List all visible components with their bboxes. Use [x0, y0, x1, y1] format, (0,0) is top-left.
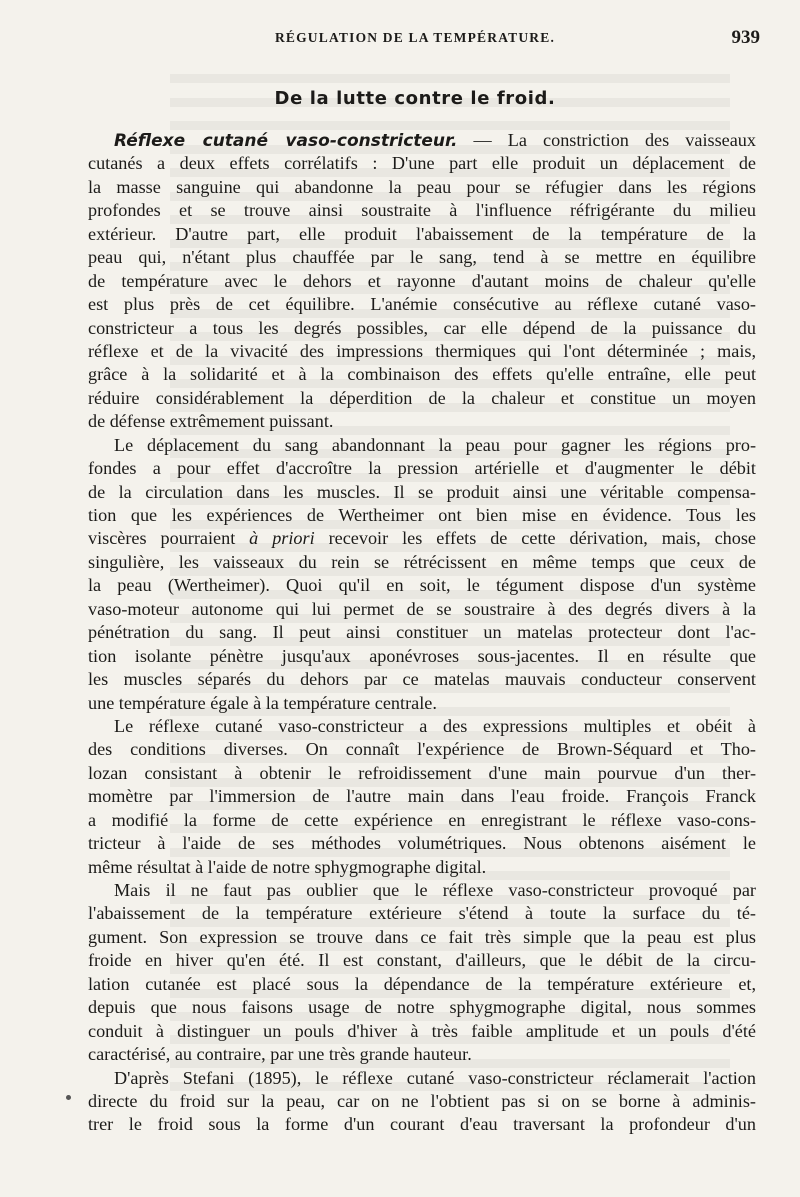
text-line: tion isolante pénètre jusqu'aux aponévroses sous-jacentes. Il en résulte que — [88, 645, 756, 666]
text-line: est plus près de cet équilibre. L'anémie consécutive au réflexe cutané vaso- — [88, 294, 756, 315]
text-line: les muscles séparés du dehors par ce matelas mauvais conducteur conservent — [88, 669, 756, 690]
text-line: l'abaissement de la température extérieure s'étend à toute la surface du té- — [88, 903, 756, 924]
text-line: froide en hiver qu'en été. Il est constant, d'ailleurs, que le débit de la circu- — [88, 950, 756, 971]
text-line: vaso-moteur autonome qui lui permet de se soustraire à des degrés divers à la — [88, 598, 756, 619]
text-line: réflexe et de la vivacité des impressions thermiques qui l'ont déterminée ; mais, — [88, 340, 756, 361]
text-line: lation cutanée est placé sous la dépendance de la température extérieure et, — [88, 973, 756, 994]
running-header — [0, 26, 800, 50]
text-line: constricteur a tous les degrés possibles, car elle dépend de la puissance du — [88, 317, 756, 338]
print-speck — [66, 1095, 71, 1100]
text-line: réduire considérablement la déperdition de la chaleur et constitue un moyen — [88, 387, 756, 408]
text-line: caractérisé, au contraire, par une très grande hauteur. — [88, 1044, 472, 1065]
text-line: des conditions diverses. On connaît l'expérience de Brown-Séquard et Tho- — [88, 739, 756, 760]
text-line: gument. Son expression se trouve dans ce fait très simple que la peau est plus — [88, 926, 756, 947]
text-line: de la circulation dans les muscles. Il se produit ainsi une véritable compensa- — [88, 481, 756, 502]
text-line: Mais il ne faut pas oublier que le réflexe vaso-constricteur provoqué par — [114, 880, 756, 900]
text-line: singulière, les vaisseaux du rein se rétrécissent en même temps que ceux de — [88, 551, 756, 572]
text-line: une température égale à la température centrale. — [88, 692, 437, 713]
text-line: a modifié la forme de cette expérience en enregistrant le réflexe vaso-cons- — [88, 809, 756, 830]
text-line: D'après Stefani (1895), le réflexe cutané vaso-constricteur réclamerait l'action — [114, 1067, 756, 1088]
text-line: la peau (Wertheimer). Quoi qu'il en soit, le tégument dispose d'un système — [88, 575, 756, 596]
text-line — [88, 527, 756, 550]
line-text: viscères pourraient — [88, 528, 250, 549]
paragraph-subhead: Réflexe cutané vaso-constricteur. — [114, 131, 458, 151]
text-line: momètre par l'immersion de l'autre main dans l'eau froide. François Franck — [88, 786, 756, 807]
body-text — [88, 129, 756, 1137]
text-line: cutanés a deux effets corrélatifs : D'une part elle produit un déplacement de — [88, 153, 756, 174]
text-line: tion que les expériences de Wertheimer ont bien mise en évidence. Tous les — [88, 505, 756, 525]
text-line: directe du froid sur la peau, car on ne l'obtient pas si on se borne à adminis- — [88, 1090, 756, 1111]
text-line: la masse sanguine qui abandonne la peau pour se réfugier dans les régions — [88, 176, 756, 197]
text-line: trer le froid sous la forme d'un courant d'eau traversant la profondeur d'un — [88, 1114, 756, 1135]
text-line: extérieur. D'autre part, elle produit l'abaissement de la température de la — [88, 223, 756, 244]
page-number: 939 — [731, 27, 760, 48]
text-line: lozan consistant à obtenir le refroidissement d'une main pourvue d'un ther- — [88, 762, 756, 783]
text-line: peau qui, n'étant plus chauffée par le sang, tend à se mettre en équilibre — [88, 247, 756, 268]
running-title: RÉGULATION DE LA TEMPÉRATURE. — [274, 30, 556, 45]
text-line: de défense extrêmement puissant. — [88, 411, 334, 432]
text-line: pénétration du sang. Il peut ainsi constituer un matelas protecteur dont l'ac- — [88, 622, 756, 643]
line-text: recevoir les effets de cette dérivation, mais, chose — [314, 528, 756, 549]
line-text: — La constriction des vaisseaux — [457, 130, 756, 150]
text-line: grâce à la solidarité et à la combinaison des effets qu'elle entraîne, elle peut — [88, 364, 756, 385]
text-line: fondes a pour effet d'accroître la pression artérielle et d'augmenter le débit — [88, 458, 756, 479]
text-line: de température avec le dehors et rayonne d'autant moins de chaleur qu'elle — [88, 270, 756, 291]
italic-term: à priori — [249, 528, 315, 549]
text-line: depuis que nous faisons usage de notre sphygmographe digital, nous sommes — [88, 997, 756, 1018]
text-line — [88, 129, 756, 152]
text-line: Le réflexe cutané vaso-constricteur a des expressions multiples et obéit à — [114, 715, 756, 736]
text-line: même résultat à l'aide de notre sphygmographe digital. — [88, 856, 487, 877]
text-line: Le déplacement du sang abandonnant la peau pour gagner les régions pro- — [114, 434, 756, 455]
text-line: conduit à distinguer un pouls d'hiver à très faible amplitude et un pouls d'été — [88, 1020, 756, 1041]
text-line: profondes et se trouve ainsi soustraite à l'influence réfrigérante du milieu — [88, 200, 756, 221]
section-heading: De la lutte contre le froid. — [274, 88, 556, 109]
text-line: tricteur à l'aide de ses méthodes volumétriques. Nous obtenons aisément le — [88, 833, 756, 854]
